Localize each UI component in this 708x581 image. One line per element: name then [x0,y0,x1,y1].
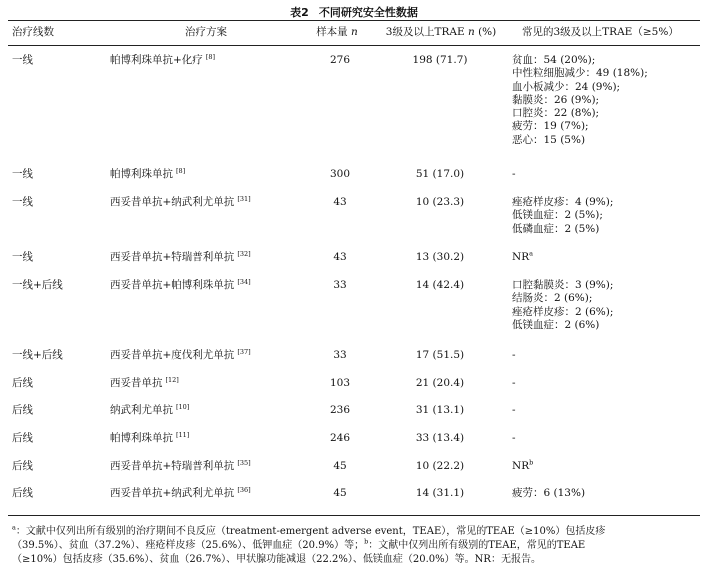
cell-common-ae [512,460,533,473]
adverse-event-item: $NR^b$ [512,458,534,472]
cell-grade3-trae: 10 (22.2) [415,460,465,472]
bottom-rule [8,515,700,516]
cell-common-ae [512,54,648,147]
cell-sample-size: 43 [333,196,347,208]
footnote-mark-a: a [12,523,16,532]
cell-grade3-trae: 17 (51.5) [415,349,465,361]
reference-citation: [10] [176,402,190,411]
cell-common-ae [512,279,613,332]
header-grade3: 3级及以上TRAE n (%) [385,26,497,38]
adverse-event-item: 疲劳：6 (13%) [512,487,586,499]
footnote-marker: b [529,458,534,467]
cell-sample-size: 246 [329,432,351,444]
header-rule [8,45,700,46]
cell-common-ae [512,251,533,264]
cell-treatment-line: 一线 [12,196,33,208]
footnote-mark-b: b [364,537,369,546]
adverse-event-item: 低镁血症：2 (5%); [512,209,603,222]
cell-sample-size: 33 [333,279,347,291]
regimen-name: 纳武利尤单抗 [110,404,173,416]
cell-grade3-trae: 10 (23.3) [415,196,465,208]
header-sample-size: 样本量 n [316,26,358,38]
cell-treatment-line: 后线 [12,404,33,416]
cell-treatment-line: 一线 [12,251,33,263]
cell-regimen [110,54,215,67]
cell-regimen [110,168,185,181]
cell-treatment-line: 一线+后线 [12,349,63,361]
adverse-event-item: - [512,168,516,180]
cell-common-ae [512,377,516,390]
cell-sample-size: 33 [333,349,347,361]
reference-citation: [35] [237,458,251,467]
regimen-name: 西妥昔单抗+纳武利尤单抗 [110,196,235,208]
adverse-event-item: - [512,377,516,389]
adverse-event-item: 口腔炎：22 (8%); [512,107,600,120]
reference-citation: [37] [237,347,251,356]
reference-citation: [36] [237,485,251,494]
adverse-event-item: $NR^a$ [512,249,533,263]
cell-grade3-trae: 51 (17.0) [415,168,465,180]
adverse-event-item: - [512,349,516,361]
reference-citation: [8] [176,166,186,175]
cell-sample-size: 103 [329,377,351,389]
adverse-event-item: 痤疮样皮疹：4 (9%); [512,196,614,208]
cell-regimen [110,460,251,473]
reference-citation: [11] [176,430,190,439]
cell-grade3-trae: 31 (13.1) [415,404,465,416]
adverse-event-item: 血小板减少：24 (9%); [512,80,621,93]
cell-regimen [110,432,189,445]
cell-sample-size: 43 [333,251,347,263]
header-common-ae: 常见的3级及以上TRAE（≥5%） [522,26,679,38]
adverse-event-item: 疲劳：19 (7%); [512,120,589,133]
regimen-name: 西妥昔单抗+度伐利尤单抗 [110,349,235,361]
top-rule [8,20,700,21]
adverse-event-item: 低镁血症：2 (6%) [512,318,600,331]
footnote-line-3: （≥10%）包括皮疹（35.6%）、贫血（26.7%）、甲状腺功能减退（22.2%）、低镁血症（20.0%）等。NR：无报告。 [12,554,541,565]
reference-citation: [34] [237,277,251,286]
adverse-event-item: 贫血：54 (20%); [512,54,596,66]
cell-regimen [110,196,251,209]
cell-grade3-trae: 21 (20.4) [415,377,465,389]
cell-common-ae [512,487,585,500]
regimen-name: 西妥昔单抗+纳武利尤单抗 [110,487,235,499]
regimen-name: 西妥昔单抗+帕博利珠单抗 [110,279,235,291]
footnote-line-1: ：文献中仅列出所有级别的治疗期间不良反应（treatment-emergent adverse event，TEAE），常见的TEAE（≥10%）包括皮疹 [15,526,606,537]
cell-treatment-line: 后线 [12,460,33,472]
adverse-event-item: - [512,432,516,444]
adverse-event-item: 中性粒细胞减少：49 (18%); [512,67,648,80]
cell-grade3-trae: 14 (31.1) [415,487,465,499]
cell-grade3-trae: 33 (13.4) [415,432,465,444]
cell-regimen [110,349,251,362]
cell-regimen [110,404,189,417]
regimen-name: 帕博利珠单抗+化疗 [110,54,203,66]
adverse-event-item: 痤疮样皮疹：2 (6%); [512,305,614,318]
reference-citation: [8] [205,52,216,61]
footnote-line-2a: （39.5%）、贫血（37.2%）、痤疮样皮疹（25.6%）、低钾血症（20.9%）等； [12,540,365,551]
reference-citation: [31] [237,194,251,203]
cell-treatment-line: 后线 [12,432,33,444]
regimen-name: 西妥昔单抗+特瑞普利单抗 [110,251,235,263]
cell-treatment-line: 后线 [12,377,33,389]
adverse-event-item: 口腔黏膜炎：3 (9%); [512,279,614,291]
reference-citation: [32] [237,249,251,258]
adverse-event-item: 恶心：15 (5%) [512,133,586,146]
table-title [0,4,708,20]
table-footnote [12,525,700,567]
table-number: 表2 [290,6,309,19]
cell-treatment-line: 后线 [12,487,33,499]
cell-sample-size: 45 [333,487,347,499]
cell-treatment-line: 一线+后线 [12,279,63,291]
cell-common-ae [512,432,516,445]
cell-sample-size: 300 [329,168,351,180]
cell-treatment-line: 一线 [12,54,33,66]
adverse-event-item: 低磷血症：2 (5%) [512,222,600,235]
cell-grade3-trae: 198 (71.7) [412,54,468,66]
cell-regimen [110,377,179,390]
footnote-line-2b: ：文献中仅列出所有级别的TEAE，常见的TEAE [368,540,586,551]
cell-sample-size: 236 [329,404,351,416]
cell-treatment-line: 一线 [12,168,33,180]
header-line: 治疗线数 [12,26,54,38]
regimen-name: 帕博利珠单抗 [110,168,173,180]
cell-common-ae [512,404,516,417]
regimen-name: 西妥昔单抗+特瑞普利单抗 [110,460,235,472]
footnote-marker: a [529,249,533,258]
cell-regimen [110,487,251,500]
cell-regimen [110,279,251,292]
cell-grade3-trae: 13 (30.2) [415,251,465,263]
cell-regimen [110,251,251,264]
cell-common-ae [512,349,516,362]
adverse-event-item: - [512,404,516,416]
adverse-event-item: 黏膜炎：26 (9%); [512,93,600,106]
cell-common-ae [512,196,613,236]
cell-common-ae [512,168,516,181]
cell-sample-size: 45 [333,460,347,472]
regimen-name: 帕博利珠单抗 [110,432,173,444]
reference-citation: [12] [165,375,179,384]
adverse-event-item: 结肠炎：2 (6%); [512,292,593,305]
header-plan: 治疗方案 [185,26,227,38]
table-caption: 不同研究安全性数据 [318,6,418,19]
cell-sample-size: 276 [329,54,351,66]
regimen-name: 西妥昔单抗 [110,377,163,389]
cell-grade3-trae: 14 (42.4) [415,279,465,291]
